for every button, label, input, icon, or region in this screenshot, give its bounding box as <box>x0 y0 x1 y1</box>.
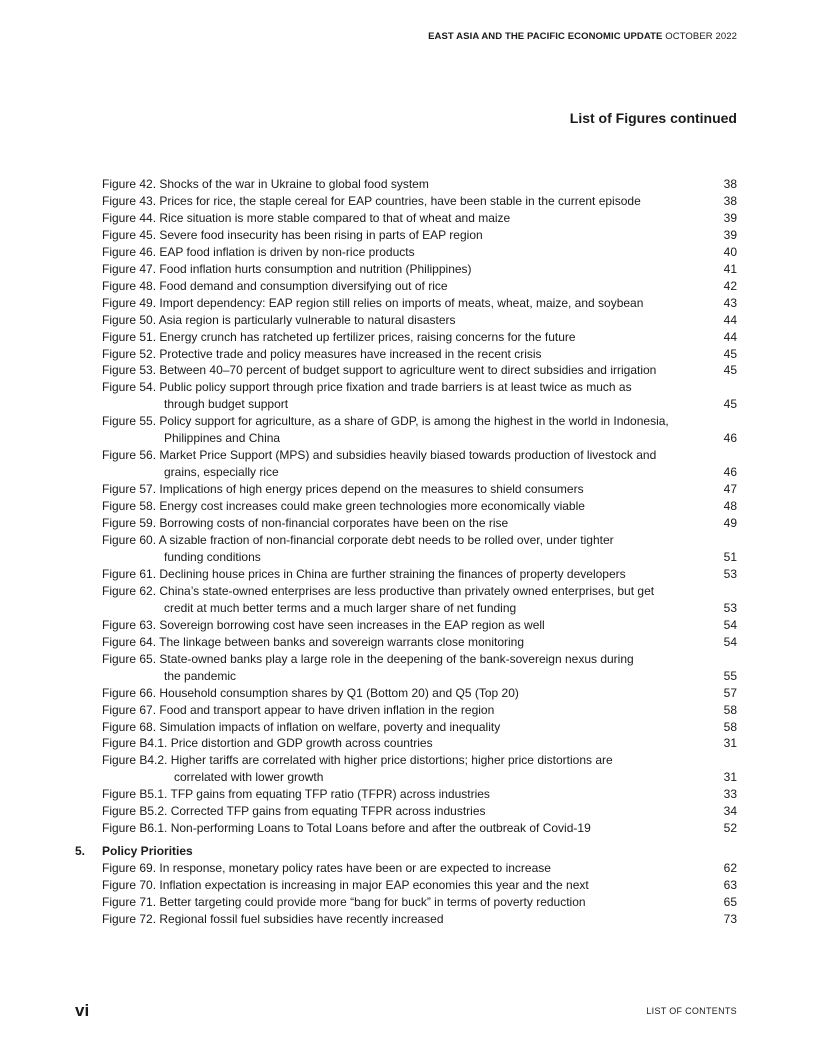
running-head <box>428 31 737 42</box>
figure-entry[interactable] <box>75 261 737 278</box>
figure-entry-page: 58 <box>723 702 737 717</box>
figure-entry[interactable] <box>75 860 737 877</box>
chapter-number: 5. <box>75 844 86 859</box>
figure-entry-title-continued: the pandemic <box>164 668 237 683</box>
figure-entry-title: Figure 46. EAP food inflation is driven by non-rice products <box>102 244 415 259</box>
figure-entry-page: 46 <box>723 465 737 480</box>
figure-entry[interactable] <box>75 447 737 481</box>
figure-entry-page: 43 <box>723 295 737 310</box>
figure-entry-page: 41 <box>723 261 737 276</box>
figure-entry-title: Figure 67. Food and transport appear to have driven inflation in the region <box>102 702 495 717</box>
figure-entry-title: Figure 53. Between 40–70 percent of budget support to agriculture went to direct subsidies and irrigation <box>102 363 657 378</box>
figure-entry-page: 39 <box>723 227 737 242</box>
figure-entry-title: Figure 54. Public policy support through price fixation and trade barriers is at least twice as much as <box>102 380 632 395</box>
figure-entry-title-continued: through budget support <box>164 397 289 412</box>
figure-entry-title: Figure 66. Household consumption shares by Q1 (Bottom 20) and Q5 (Top 20) <box>102 685 519 700</box>
figure-entry[interactable] <box>75 634 737 651</box>
figure-entry-title: Figure 72. Regional fossil fuel subsidies have recently increased <box>102 911 444 926</box>
figure-entry[interactable] <box>75 329 737 346</box>
figure-entry-page: 39 <box>723 210 737 225</box>
figure-entry[interactable] <box>75 894 737 911</box>
figure-entry[interactable] <box>75 566 737 583</box>
figure-entry-page: 47 <box>723 482 737 497</box>
figure-entry[interactable] <box>75 702 737 719</box>
figure-entry-title: Figure 47. Food inflation hurts consumption and nutrition (Philippines) <box>102 261 472 276</box>
figure-entry[interactable] <box>75 820 737 837</box>
figure-entry[interactable] <box>75 651 737 685</box>
figure-entry-page: 73 <box>723 911 737 926</box>
figure-entry-page: 44 <box>723 329 737 344</box>
figure-entry[interactable] <box>75 877 737 894</box>
figure-entry-page: 45 <box>723 397 737 412</box>
figure-entry-page: 55 <box>723 668 737 683</box>
figure-entry-page: 33 <box>723 787 737 802</box>
figure-entry-title: Figure 59. Borrowing costs of non-financial corporates have been on the rise <box>102 516 509 531</box>
figure-entry[interactable] <box>75 295 737 312</box>
figure-entry[interactable] <box>75 803 737 820</box>
figure-entry[interactable] <box>75 583 737 617</box>
figure-entry[interactable] <box>75 911 737 928</box>
figure-entry-page: 42 <box>723 278 737 293</box>
figure-entry[interactable] <box>75 752 737 786</box>
figure-entry-title-continued: funding conditions <box>164 549 261 564</box>
page-folio: vi <box>75 1001 90 1020</box>
figure-entry[interactable] <box>75 786 737 803</box>
figure-entry-title: Figure 65. State-owned banks play a large role in the deepening of the bank-sovereign nexus during <box>102 651 634 666</box>
figure-entry[interactable] <box>75 532 737 566</box>
figure-entry-page: 54 <box>723 617 737 632</box>
figure-entry-title: Figure 45. Severe food insecurity has been rising in parts of EAP region <box>102 227 483 242</box>
figure-entry[interactable] <box>75 210 737 227</box>
figure-entry-title: Figure 68. Simulation impacts of inflation on welfare, poverty and inequality <box>102 719 501 734</box>
figure-entry-title-continued: Philippines and China <box>164 431 281 446</box>
figure-entry[interactable] <box>75 227 737 244</box>
figure-entry-title: Figure 58. Energy cost increases could make green technologies more economically viable <box>102 499 585 514</box>
figure-entry-page: 38 <box>723 177 737 191</box>
figure-entry-page: 45 <box>723 363 737 378</box>
report-edition: OCTOBER 2022 <box>665 31 737 42</box>
figure-entry-page: 46 <box>723 431 737 446</box>
figure-entry-title: Figure 64. The linkage between banks and sovereign warrants close monitoring <box>102 634 525 649</box>
figure-entry-page: 38 <box>723 193 737 208</box>
figure-entry-title: Figure 55. Policy support for agriculture, as a share of GDP, is among the highest in the world in Indonesia, <box>102 414 669 429</box>
report-title: EAST ASIA AND THE PACIFIC ECONOMIC UPDATE <box>428 31 663 42</box>
figure-entry-title: Figure 71. Better targeting could provide more “bang for buck” in terms of poverty reduction <box>102 895 586 910</box>
figure-entry-page: 31 <box>723 736 737 751</box>
figure-entry-title: Figure 43. Prices for rice, the staple cereal for EAP countries, have been stable in the current episode <box>102 193 641 208</box>
figure-entry[interactable] <box>75 481 737 498</box>
figure-entry-page: 62 <box>723 861 737 876</box>
figure-entries <box>75 176 737 837</box>
figure-entry-page: 40 <box>723 244 737 259</box>
figure-entry[interactable] <box>75 413 737 447</box>
figure-entry-title: Figure 70. Inflation expectation is increasing in major EAP economies this year and the next <box>102 878 589 893</box>
figure-entry[interactable] <box>75 244 737 261</box>
figure-entry-page: 63 <box>723 878 737 893</box>
figure-entry-page: 53 <box>723 566 737 581</box>
figure-entry[interactable] <box>75 193 737 210</box>
figure-entry-title-continued: grains, especially rice <box>164 465 279 480</box>
figure-entry-page: 51 <box>723 549 737 564</box>
figure-entry-title-continued: correlated with lower growth <box>174 770 324 785</box>
figure-entry-page: 31 <box>723 770 737 785</box>
figure-entry[interactable] <box>75 379 737 413</box>
figure-entry-title: Figure B4.2. Higher tariffs are correlated with higher price distortions; higher price distortions are <box>102 753 613 768</box>
figure-entry-title: Figure B5.2. Corrected TFP gains from equating TFPR across industries <box>102 804 486 819</box>
figure-entry[interactable] <box>75 617 737 634</box>
figure-entry[interactable] <box>75 362 737 379</box>
figure-entry[interactable] <box>75 719 737 736</box>
figure-entry-title: Figure 51. Energy crunch has ratcheted up fertilizer prices, raising concerns for the future <box>102 329 576 344</box>
figure-entry[interactable] <box>75 278 737 295</box>
chapter-figure-entries <box>75 860 737 928</box>
figure-entry-title: Figure B4.1. Price distortion and GDP growth across countries <box>102 736 433 751</box>
figure-entry[interactable] <box>75 515 737 532</box>
figure-entry-title: Figure 62. China’s state-owned enterprises are less productive than privately owned enterprises, but get <box>102 583 655 598</box>
figure-entry-page: 52 <box>723 821 737 836</box>
figure-entry-page: 58 <box>723 719 737 734</box>
figure-entry-page: 45 <box>723 346 737 361</box>
figure-entry-title-continued: credit at much better terms and a much larger share of net funding <box>164 600 517 615</box>
figure-entry-page: 34 <box>723 804 737 819</box>
figure-entry-title: Figure B6.1. Non-performing Loans to Total Loans before and after the outbreak of Covid-19 <box>102 821 591 836</box>
figure-entry-title: Figure 63. Sovereign borrowing cost have seen increases in the EAP region as well <box>102 617 545 632</box>
figure-entry-page: 48 <box>723 499 737 514</box>
figure-entry-title: Figure 61. Declining house prices in China are further straining the finances of property developers <box>102 566 626 581</box>
figure-entry-title: Figure 57. Implications of high energy prices depend on the measures to shield consumers <box>102 482 584 497</box>
figure-entry[interactable] <box>75 685 737 702</box>
chapter-heading <box>75 843 737 860</box>
figure-entry[interactable] <box>75 176 737 193</box>
figure-entry-page: 49 <box>723 516 737 531</box>
figure-entry-page: 44 <box>723 312 737 327</box>
figure-entry-page: 53 <box>723 600 737 615</box>
figure-list <box>75 176 737 928</box>
figure-entry[interactable] <box>75 498 737 515</box>
figure-entry-page: 57 <box>723 685 737 700</box>
figure-entry[interactable] <box>75 312 737 329</box>
figure-entry-page: 65 <box>723 895 737 910</box>
figure-entry[interactable] <box>75 346 737 363</box>
figure-entry-title: Figure 60. A sizable fraction of non-financial corporate debt needs to be rolled over, under tighter <box>102 533 614 548</box>
figure-entry-page: 54 <box>723 634 737 649</box>
section-title: List of Figures continued <box>569 110 737 126</box>
figure-entry-title: Figure 49. Import dependency: EAP region still relies on imports of meats, wheat, maize, and soybean <box>102 295 644 310</box>
figure-entry-title: Figure 42. Shocks of the war in Ukraine to global food system <box>102 177 429 191</box>
figure-entry-title: Figure B5.1. TFP gains from equating TFP ratio (TFPR) across industries <box>102 787 490 802</box>
figure-entry[interactable] <box>75 735 737 752</box>
figure-entry-title: Figure 50. Asia region is particularly vulnerable to natural disasters <box>102 312 456 327</box>
figure-entry-title: Figure 56. Market Price Support (MPS) and subsidies heavily biased towards production of livestock and <box>102 448 657 463</box>
figure-entry-title: Figure 52. Protective trade and policy measures have increased in the recent crisis <box>102 346 542 361</box>
footer-label: LIST OF CONTENTS <box>646 1006 737 1016</box>
chapter-title: Policy Priorities <box>102 844 193 859</box>
figure-entry-title: Figure 44. Rice situation is more stable compared to that of wheat and maize <box>102 210 511 225</box>
figure-entry-title: Figure 48. Food demand and consumption diversifying out of rice <box>102 278 448 293</box>
figure-entry-title: Figure 69. In response, monetary policy rates have been or are expected to increase <box>102 861 551 876</box>
